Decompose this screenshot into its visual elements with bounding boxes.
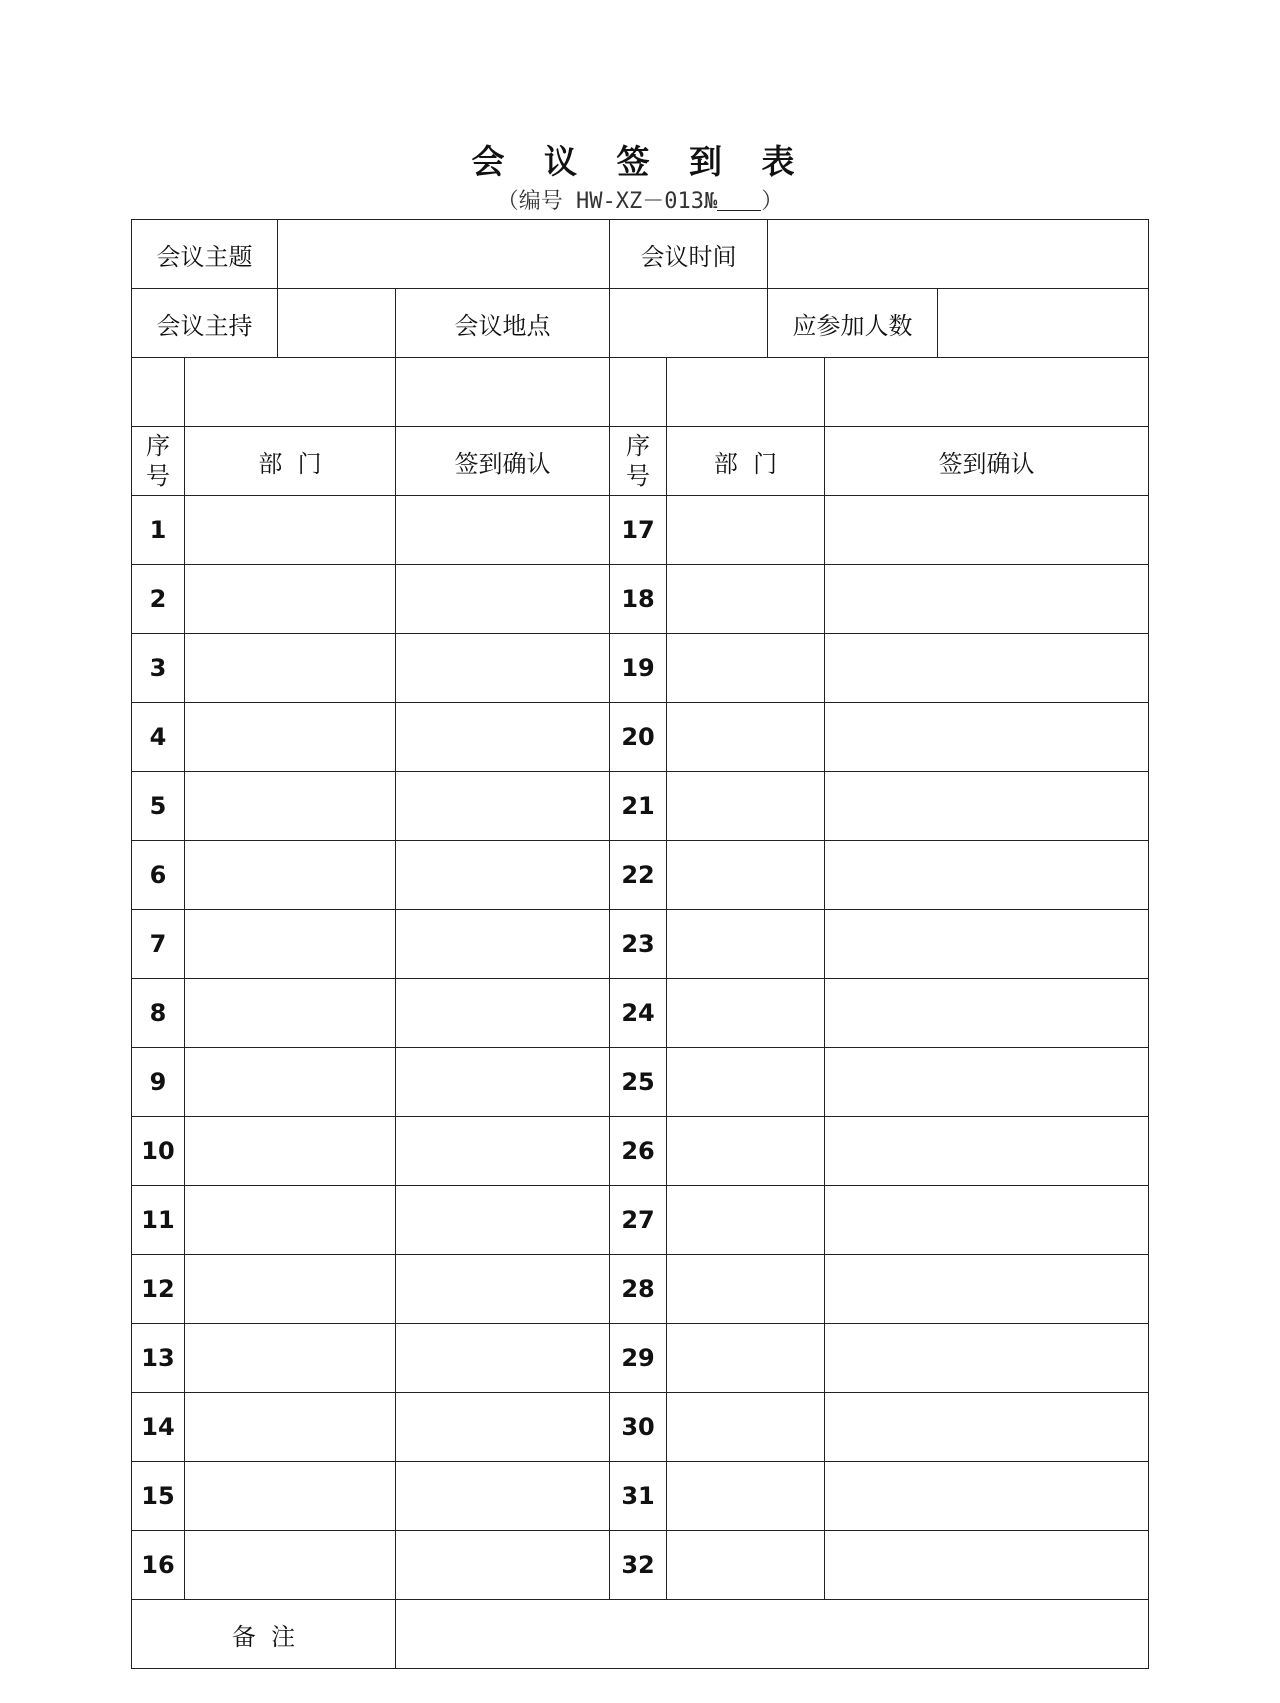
dept-cell-right[interactable] — [667, 1186, 825, 1255]
dept-cell-right[interactable] — [667, 1531, 825, 1600]
dept-cell-right[interactable] — [667, 1393, 825, 1462]
signin-cell-right[interactable] — [825, 565, 1149, 634]
remark-label: 备 注 — [132, 1600, 396, 1669]
seq-number-left: 12 — [132, 1255, 185, 1324]
blank-cell — [610, 358, 667, 427]
attendees-label: 应参加人数 — [768, 289, 938, 358]
seq-number-left: 16 — [132, 1531, 185, 1600]
signin-cell-right[interactable] — [825, 841, 1149, 910]
dept-cell-right[interactable] — [667, 841, 825, 910]
seq-number-left: 9 — [132, 1048, 185, 1117]
topic-field[interactable] — [278, 220, 610, 289]
seq-number-right: 28 — [610, 1255, 667, 1324]
signin-cell-right[interactable] — [825, 1117, 1149, 1186]
seq-number-right: 30 — [610, 1393, 667, 1462]
seq-header-left — [132, 427, 185, 496]
time-label: 会议时间 — [610, 220, 768, 289]
dept-cell-right[interactable] — [667, 1462, 825, 1531]
seq-number-right: 29 — [610, 1324, 667, 1393]
table-row — [132, 841, 1149, 910]
table-row — [132, 1393, 1149, 1462]
dept-cell-left[interactable] — [185, 565, 396, 634]
signin-cell-left[interactable] — [396, 772, 610, 841]
dept-cell-right[interactable] — [667, 979, 825, 1048]
seq-number-left: 3 — [132, 634, 185, 703]
seq-header-line2: 号 — [146, 462, 170, 490]
table-row — [132, 1531, 1149, 1600]
signin-cell-left[interactable] — [396, 1462, 610, 1531]
host-field[interactable] — [278, 289, 396, 358]
topic-label: 会议主题 — [132, 220, 278, 289]
seq-number-left: 1 — [132, 496, 185, 565]
seq-number-left: 4 — [132, 703, 185, 772]
signin-cell-left[interactable] — [396, 1186, 610, 1255]
seq-number-left: 13 — [132, 1324, 185, 1393]
table-row — [132, 772, 1149, 841]
seq-number-right: 32 — [610, 1531, 667, 1600]
table-row — [132, 1186, 1149, 1255]
signin-cell-left[interactable] — [396, 565, 610, 634]
signin-cell-left[interactable] — [396, 841, 610, 910]
signin-header-right: 签到确认 — [825, 427, 1149, 496]
dept-cell-right[interactable] — [667, 1117, 825, 1186]
signin-cell-left[interactable] — [396, 1255, 610, 1324]
dept-cell-right[interactable] — [667, 1324, 825, 1393]
form-number-suffix: ） — [761, 189, 784, 214]
table-row — [132, 1117, 1149, 1186]
signin-cell-right[interactable] — [825, 634, 1149, 703]
seq-number-left: 6 — [132, 841, 185, 910]
seq-number-right: 17 — [610, 496, 667, 565]
dept-cell-left[interactable] — [185, 1255, 396, 1324]
seq-header-line1: 序 — [626, 432, 651, 460]
signin-cell-right[interactable] — [825, 1255, 1149, 1324]
blank-cell — [825, 358, 1149, 427]
column-header-row — [132, 427, 1149, 496]
dept-cell-left[interactable] — [185, 1462, 396, 1531]
seq-number-left: 5 — [132, 772, 185, 841]
signin-cell-left[interactable] — [396, 703, 610, 772]
info-row-1 — [132, 220, 1149, 289]
signin-cell-right[interactable] — [825, 1186, 1149, 1255]
seq-number-right: 25 — [610, 1048, 667, 1117]
dept-cell-left[interactable] — [185, 634, 396, 703]
signin-cell-left[interactable] — [396, 1324, 610, 1393]
signin-cell-left[interactable] — [396, 634, 610, 703]
table-row — [132, 979, 1149, 1048]
dept-cell-left[interactable] — [185, 496, 396, 565]
dept-cell-left[interactable] — [185, 1324, 396, 1393]
signin-cell-right[interactable] — [825, 703, 1149, 772]
signin-cell-left[interactable] — [396, 910, 610, 979]
table-row — [132, 565, 1149, 634]
seq-number-left: 2 — [132, 565, 185, 634]
blank-row — [132, 358, 1149, 427]
dept-cell-left[interactable] — [185, 1531, 396, 1600]
seq-number-right: 18 — [610, 565, 667, 634]
signin-cell-left[interactable] — [396, 496, 610, 565]
seq-number-right: 27 — [610, 1186, 667, 1255]
signin-cell-right[interactable] — [825, 1324, 1149, 1393]
signin-cell-left[interactable] — [396, 1531, 610, 1600]
dept-header-right: 部 门 — [667, 427, 825, 496]
seq-number-left: 15 — [132, 1462, 185, 1531]
seq-number-left: 8 — [132, 979, 185, 1048]
seq-number-right: 23 — [610, 910, 667, 979]
seq-number-right: 20 — [610, 703, 667, 772]
table-row — [132, 1048, 1149, 1117]
dept-header-left: 部 门 — [185, 427, 396, 496]
dept-cell-right[interactable] — [667, 1048, 825, 1117]
table-row — [132, 703, 1149, 772]
dept-cell-right[interactable] — [667, 496, 825, 565]
location-field[interactable] — [610, 289, 768, 358]
table-row — [132, 1255, 1149, 1324]
form-number-prefix: （编号 HW-XZ－013№ — [496, 189, 718, 214]
signin-cell-right[interactable] — [825, 1393, 1149, 1462]
dept-cell-left[interactable] — [185, 1048, 396, 1117]
dept-cell-left[interactable] — [185, 1117, 396, 1186]
seq-number-right: 22 — [610, 841, 667, 910]
blank-cell — [667, 358, 825, 427]
sign-in-sheet — [131, 219, 1149, 1669]
seq-number-right: 26 — [610, 1117, 667, 1186]
form-number-blank[interactable] — [717, 192, 761, 211]
attendees-field[interactable] — [938, 289, 1149, 358]
dept-cell-left[interactable] — [185, 1393, 396, 1462]
signin-cell-right[interactable] — [825, 1462, 1149, 1531]
signin-cell-right[interactable] — [825, 910, 1149, 979]
blank-cell — [132, 358, 185, 427]
dept-cell-right[interactable] — [667, 565, 825, 634]
signin-cell-right[interactable] — [825, 979, 1149, 1048]
table-row — [132, 1462, 1149, 1531]
seq-number-left: 10 — [132, 1117, 185, 1186]
signin-cell-left[interactable] — [396, 979, 610, 1048]
dept-cell-left[interactable] — [185, 772, 396, 841]
table-row — [132, 496, 1149, 565]
seq-number-left: 11 — [132, 1186, 185, 1255]
seq-header-right — [610, 427, 667, 496]
signin-cell-right[interactable] — [825, 1531, 1149, 1600]
form-number — [0, 188, 1280, 216]
signin-cell-right[interactable] — [825, 772, 1149, 841]
seq-number-left: 14 — [132, 1393, 185, 1462]
signin-header-left: 签到确认 — [396, 427, 610, 496]
dept-cell-left[interactable] — [185, 910, 396, 979]
seq-number-right: 31 — [610, 1462, 667, 1531]
dept-cell-right[interactable] — [667, 910, 825, 979]
signin-cell-left[interactable] — [396, 1117, 610, 1186]
dept-cell-right[interactable] — [667, 772, 825, 841]
signin-cell-right[interactable] — [825, 496, 1149, 565]
table-row — [132, 634, 1149, 703]
location-label: 会议地点 — [396, 289, 610, 358]
remark-row — [132, 1600, 1149, 1669]
info-row-2 — [132, 289, 1149, 358]
signin-cell-left[interactable] — [396, 1048, 610, 1117]
dept-cell-right[interactable] — [667, 1255, 825, 1324]
dept-cell-left[interactable] — [185, 1186, 396, 1255]
table-row — [132, 1324, 1149, 1393]
blank-cell — [185, 358, 396, 427]
dept-cell-right[interactable] — [667, 634, 825, 703]
dept-cell-left[interactable] — [185, 703, 396, 772]
seq-number-right: 24 — [610, 979, 667, 1048]
host-label: 会议主持 — [132, 289, 278, 358]
signin-cell-left[interactable] — [396, 1393, 610, 1462]
page-title: 会 议 签 到 表 — [471, 142, 809, 181]
seq-number-right: 21 — [610, 772, 667, 841]
seq-number-right: 19 — [610, 634, 667, 703]
dept-cell-right[interactable] — [667, 703, 825, 772]
signin-cell-right[interactable] — [825, 1048, 1149, 1117]
seq-header-line2: 号 — [626, 462, 651, 490]
time-field[interactable] — [768, 220, 1149, 289]
remark-field[interactable] — [396, 1600, 1149, 1669]
blank-cell — [396, 358, 610, 427]
seq-header-line1: 序 — [146, 432, 170, 460]
seq-number-left: 7 — [132, 910, 185, 979]
entry-rows — [132, 496, 1149, 1600]
dept-cell-left[interactable] — [185, 979, 396, 1048]
table-row — [132, 910, 1149, 979]
sign-in-table — [131, 219, 1149, 1669]
dept-cell-left[interactable] — [185, 841, 396, 910]
